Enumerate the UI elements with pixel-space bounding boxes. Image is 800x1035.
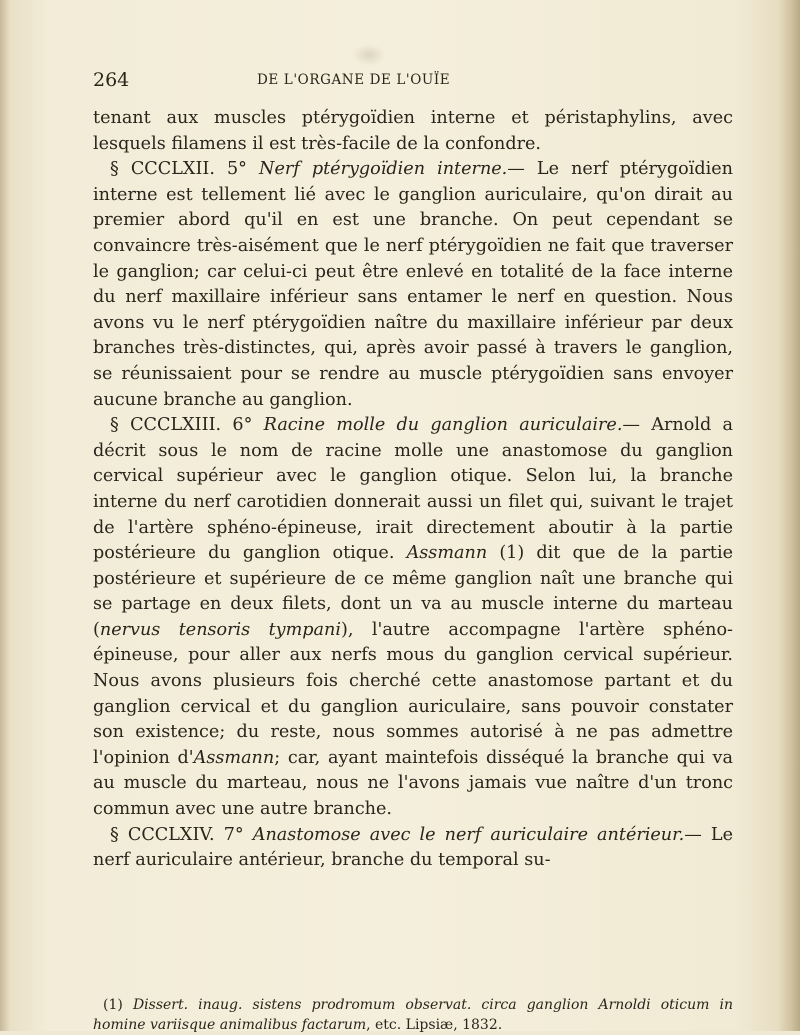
footnote-citation: Dissert. inaug. sistens prodromum observat. circa ganglion Arnoldi oticum in homine variisque animalibus factarum [93,997,734,1033]
page-edge-shadow [778,0,800,1031]
paragraph-section-ccclxiv: § CCCLXIV. 7° Anastomose avec le nerf auriculaire antérieur.— Le nerf auriculaire antérieur, branche du temporal su- [93,824,733,871]
running-title: DE L'ORGANE DE L'OUÏE [257,72,451,88]
footnote-marker: (1) [103,997,133,1013]
section-heading: Anastomose avec le nerf auriculaire antérieur. [252,824,685,845]
section-heading: Racine molle du ganglion auriculaire. [263,415,623,436]
latin-term: nervus tensoris tympani [99,619,342,640]
author-name: Assmann [406,543,488,564]
paragraph-section-ccclxiii: § CCCLXIII. 6° Racine molle du ganglion auriculaire.— Arnold a décrit sous le nom de racine molle une anastomose du ganglion cervical supérieur avec le ganglion otique. Selon lui, la branche interne du nerf carotidien donnerait aussi un filet qui, suivant le trajet de l'artère sphéno-épineuse, irait directement aboutir à la partie postérieure du ganglion otique. Assmann (1) dit que de la partie postérieure et supérieure de ce même ganglion naît une branche qui se partage en deux filets, dont un va au muscle interne du marteau (nervus tensoris tympani), l'autre accompagne l'artère sphéno-épineuse, pour aller aux nerfs mous du ganglion cervical supérieur. Nous avons plusieurs fois cherché cette anastomose partant et du ganglion cervical et du ganglion auriculaire, sans pouvoir constater son existence; du reste, nous sommes autorisé à ne pas admettre l'opinion d'Assmann; car, ayant maintefois disséqué la branche qui va au muscle du marteau, nous ne l'avons jamais vue naître d'un tronc commun avec une autre branche. [93,415,733,820]
footnote-tail: , etc. Lipsiæ, 1832. [366,1017,503,1033]
author-name: Assmann [193,747,275,768]
footnote [93,995,733,1035]
body-text [93,106,733,874]
page-gutter-shadow [0,0,10,1031]
section-heading: Nerf ptérygoïdien interne. [259,159,508,180]
page-number: 264 [93,69,130,91]
page-header [93,69,733,95]
paper-stain [352,44,386,66]
paragraph-continuation: tenant aux muscles ptérygoïdien interne et péristaphylins, avec lesquels filamens il est très-facile de la confondre. [93,108,733,154]
paragraph-section-ccclxii: § CCCLXII. 5° Nerf ptérygoïdien interne.— Le nerf ptérygoïdien interne est tellement lié avec le ganglion auriculaire, qu'on dirait au premier abord qu'il en est une branche. On peut cependant se convaincre très-aisément que le nerf ptérygoïdien ne fait que traverser le ganglion; car celui-ci peut être enlevé en totalité de la face interne du nerf maxillaire inférieur sans entamer le nerf en question. Nous avons vu le nerf ptérygoïdien naître du maxillaire inférieur par deux branches très-distinctes, qui, après avoir passé à travers le ganglion, se réunissaient pour se rendre au muscle ptérygoïdien sans envoyer aucune branche au ganglion. [93,159,734,410]
